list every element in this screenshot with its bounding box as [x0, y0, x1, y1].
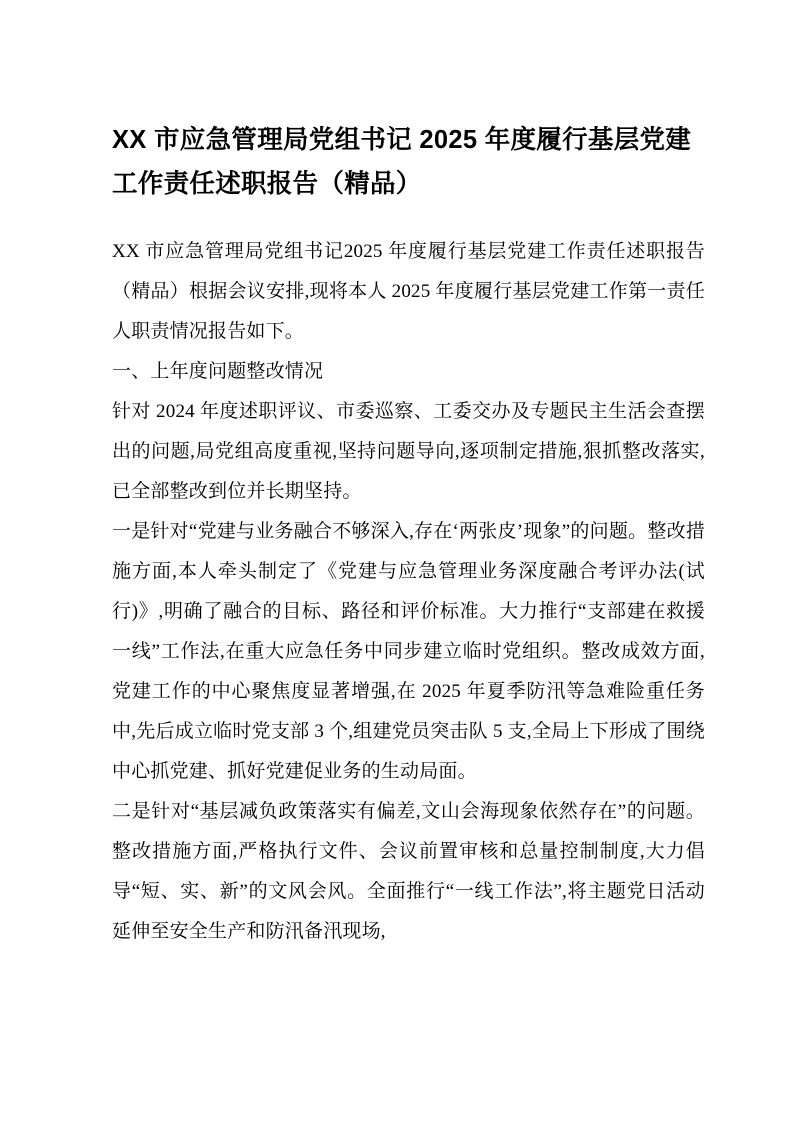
paragraph-4: 二是针对“基层减负政策落实有偏差,文山会海现象依然存在”的问题。整改措施方面,严格执行文件、会议前置审核和总量控制制度,大力倡导“短、实、新”的文风会风。全面推行“一线工作法”,将主题党日活动延伸至安全生产和防汛备汛现场, [112, 801, 705, 942]
page-title: XX 市应急管理局党组书记 2025 年度履行基层党建工作责任述职报告（精品） [112, 126, 692, 198]
paragraph-section-heading-1: 一、上年度问题整改情况 [112, 361, 324, 382]
paragraph-3: 一是针对“党建与业务融合不够深入,存在‘两张皮’现象”的问题。整改措施方面,本人牵头制定了《党建与应急管理业务深度融合考评办法(试行)》,明确了融合的目标、路径和评价标准。大力推行“支部建在救援一线”工作法,在重大应急任务中同步建立临时党组织。整改成效方面,党建工作的中心聚焦度显著增强,在 2025 年夏季防汛等急难险重任务中,先后成立临时党支部 3 个,组建党员突击队 5 支,全局上下形成了围绕中心抓党建、抓好党建促业务的生动局面。 [112, 521, 705, 782]
paragraph-2: 针对 2024 年度述职评议、市委巡察、工委交办及专题民主生活会查摆出的问题,局党组高度重视,坚持问题导向,逐项制定措施,狠抓整改落实,已全部整改到位并长期坚持。 [112, 401, 705, 502]
paragraph-1: XX 市应急管理局党组书记2025 年度履行基层党建工作责任述职报告（精品）根据会议安排,现将本人 2025 年度履行基层党建工作第一责任人职责情况报告如下。 [112, 241, 705, 342]
